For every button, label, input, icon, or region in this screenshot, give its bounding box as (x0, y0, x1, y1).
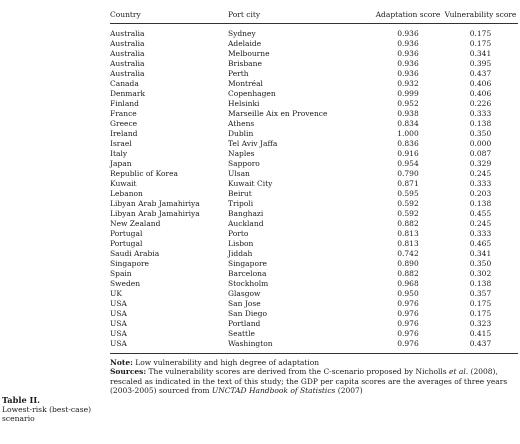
cell-vulnerability-score: 0.406 (469, 79, 492, 88)
table-row (110, 199, 518, 209)
cell-vulnerability-score: 0.395 (469, 59, 492, 68)
header-adaptation-score: Adaptation score (373, 0, 443, 24)
cell-port-city: San Diego (228, 309, 267, 318)
cell-country: Ireland (110, 129, 138, 138)
cell-vulnerability-score: 0.175 (469, 29, 492, 38)
data-table (110, 0, 518, 354)
cell-country: USA (110, 309, 127, 318)
cell-vulnerability-score: 0.245 (469, 219, 492, 228)
cell-adaptation-score: 0.834 (397, 119, 419, 128)
table-row (110, 129, 518, 139)
cell-country: Saudi Arabia (110, 249, 160, 258)
cell-adaptation-score: 0.592 (397, 199, 419, 208)
table-caption (2, 396, 106, 424)
cell-country: Finland (110, 99, 139, 108)
cell-adaptation-score: 0.976 (397, 299, 419, 308)
cell-country: USA (110, 339, 228, 354)
cell-country: Israel (110, 139, 132, 148)
cell-country: Italy (110, 149, 128, 158)
table-row (110, 119, 518, 129)
sources-text-1: The vulnerability scores are derived from the C-scenario proposed by Nicholls (146, 367, 450, 377)
cell-country: Australia (110, 59, 145, 68)
cell-port-city: Sapporo (228, 159, 260, 168)
table-row (110, 109, 518, 119)
cell-vulnerability-score: 0.226 (469, 99, 492, 108)
cell-adaptation-score: 0.890 (397, 259, 419, 268)
note-line (110, 358, 518, 367)
cell-port-city: Perth (228, 69, 249, 78)
table-row (110, 299, 518, 309)
cell-port-city: Naples (228, 149, 255, 158)
cell-vulnerability-score: 0.357 (469, 289, 492, 298)
cell-adaptation-score: 0.936 (397, 39, 419, 48)
cell-country: Spain (110, 269, 132, 278)
cell-port-city: Barcelona (228, 269, 267, 278)
sources-line (110, 367, 518, 395)
table-row (110, 259, 518, 269)
cell-adaptation-score: 0.813 (397, 229, 419, 238)
cell-port-city: Brisbane (228, 59, 262, 68)
cell-country: Republic of Korea (110, 169, 178, 178)
table-row (110, 49, 518, 59)
cell-country: Singapore (110, 259, 149, 268)
cell-vulnerability-score: 0.203 (469, 189, 492, 198)
sources-publication: UNCTAD Handbook of Statistics (211, 386, 336, 396)
cell-country: Canada (110, 79, 139, 88)
cell-adaptation-score: 0.936 (397, 59, 419, 68)
table-row (110, 179, 518, 189)
cell-country: Sweden (110, 279, 141, 288)
cell-country: USA (110, 329, 127, 338)
cell-adaptation-score: 0.976 (373, 339, 443, 354)
cell-adaptation-score: 0.952 (397, 99, 419, 108)
cell-vulnerability-score: 0.333 (469, 179, 492, 188)
cell-adaptation-score: 0.932 (397, 79, 419, 88)
cell-vulnerability-score: 0.087 (469, 149, 492, 158)
table-row (110, 99, 518, 109)
cell-vulnerability-score: 0.175 (469, 309, 492, 318)
cell-country: New Zealand (110, 219, 161, 228)
cell-port-city: Athens (228, 119, 255, 128)
cell-vulnerability-score: 0.333 (469, 109, 492, 118)
table-row (110, 139, 518, 149)
cell-port-city: Tel Aviv Jaffa (228, 139, 278, 148)
cell-port-city: Banghazi (228, 209, 264, 218)
cell-adaptation-score: 0.813 (397, 239, 419, 248)
table-number: Table II. (2, 395, 41, 405)
table-row (110, 89, 518, 99)
table-row (110, 24, 518, 40)
cell-vulnerability-score: 0.455 (469, 209, 492, 218)
note-label: Note: (110, 358, 133, 367)
cell-adaptation-score: 0.836 (397, 139, 419, 148)
cell-port-city: Glasgow (228, 289, 261, 298)
cell-vulnerability-score: 0.437 (443, 339, 518, 354)
cell-vulnerability-score: 0.350 (469, 129, 492, 138)
table-row (110, 79, 518, 89)
cell-adaptation-score: 0.916 (397, 149, 419, 158)
cell-country: Australia (110, 69, 145, 78)
cell-vulnerability-score: 0.415 (469, 329, 492, 338)
cell-port-city: Melbourne (228, 49, 270, 58)
cell-vulnerability-score: 0.138 (469, 119, 492, 128)
table-row (110, 329, 518, 339)
table-description: Lowest-risk (best-case) scenario (2, 405, 92, 424)
cell-port-city: Tripoli (228, 199, 254, 208)
cell-port-city: Beirut (228, 189, 252, 198)
cell-country: France (110, 109, 137, 118)
cell-adaptation-score: 0.936 (397, 69, 419, 78)
table-row (110, 149, 518, 159)
cell-country: Australia (110, 39, 145, 48)
sources-label: Sources: (110, 367, 147, 377)
cell-vulnerability-score: 0.333 (469, 229, 492, 238)
table-row (110, 309, 518, 319)
table-row (110, 229, 518, 239)
cell-adaptation-score: 0.882 (397, 269, 419, 278)
table-row (110, 249, 518, 259)
table-row (110, 219, 518, 229)
cell-adaptation-score: 0.790 (397, 169, 419, 178)
cell-country: Lebanon (110, 189, 143, 198)
cell-country: Greece (110, 119, 138, 128)
cell-adaptation-score: 0.976 (397, 329, 419, 338)
cell-port-city: Dublin (228, 129, 254, 138)
cell-adaptation-score: 0.936 (397, 29, 419, 38)
cell-vulnerability-score: 0.406 (469, 89, 492, 98)
table-row (110, 189, 518, 199)
cell-port-city: Helsinki (228, 99, 260, 108)
cell-country: Kuwait (110, 179, 137, 188)
cell-country: Libyan Arab Jamahiriya (110, 209, 200, 218)
table-row (110, 279, 518, 289)
cell-port-city: Porto (228, 229, 249, 238)
cell-country: Australia (110, 29, 145, 38)
cell-vulnerability-score: 0.323 (469, 319, 492, 328)
table-container (110, 0, 518, 396)
cell-country: USA (110, 319, 127, 328)
cell-adaptation-score: 0.595 (397, 189, 419, 198)
cell-country: Libyan Arab Jamahiriya (110, 199, 200, 208)
cell-country: Australia (110, 49, 145, 58)
table-row (110, 269, 518, 279)
table-row (110, 39, 518, 49)
cell-adaptation-score: 1.000 (397, 129, 419, 138)
header-country: Country (110, 0, 228, 24)
cell-port-city: Washington (228, 339, 373, 354)
header-vulnerability-score: Vulnerability score (443, 0, 518, 24)
cell-port-city: Marseille Aix en Provence (228, 109, 328, 118)
cell-port-city: Portland (228, 319, 261, 328)
cell-adaptation-score: 0.999 (397, 89, 419, 98)
table-row (110, 69, 518, 79)
cell-port-city: Jiddah (228, 249, 253, 258)
cell-country: Portugal (110, 239, 143, 248)
table-row (110, 169, 518, 179)
cell-vulnerability-score: 0.138 (469, 199, 492, 208)
cell-adaptation-score: 0.976 (397, 309, 419, 318)
cell-vulnerability-score: 0.329 (469, 159, 492, 168)
cell-port-city: Ulsan (228, 169, 250, 178)
table-row (110, 319, 518, 329)
table-row (110, 289, 518, 299)
cell-adaptation-score: 0.968 (397, 279, 419, 288)
note-text: Low vulnerability and high degree of adaptation (132, 358, 320, 367)
table-row (110, 209, 518, 219)
cell-port-city: Seattle (228, 329, 255, 338)
cell-adaptation-score: 0.742 (397, 249, 419, 258)
cell-adaptation-score: 0.950 (397, 289, 419, 298)
cell-port-city: Stockholm (228, 279, 269, 288)
cell-vulnerability-score: 0.175 (469, 39, 492, 48)
cell-adaptation-score: 0.954 (397, 159, 419, 168)
table-body (110, 24, 518, 354)
table-notes (110, 354, 518, 396)
cell-port-city: Lisbon (228, 239, 254, 248)
cell-port-city: Sydney (228, 29, 256, 38)
table-row (110, 239, 518, 249)
header-port-city: Port city (228, 0, 373, 24)
cell-port-city: Copenhagen (228, 89, 276, 98)
cell-country: Denmark (110, 89, 145, 98)
table-row (110, 59, 518, 69)
cell-adaptation-score: 0.882 (397, 219, 419, 228)
cell-vulnerability-score: 0.341 (469, 249, 492, 258)
cell-adaptation-score: 0.938 (397, 109, 419, 118)
cell-adaptation-score: 0.936 (397, 49, 419, 58)
table-row (110, 339, 518, 354)
cell-port-city: Kuwait City (228, 179, 273, 188)
sources-text-3: (2007) (335, 386, 363, 396)
cell-adaptation-score: 0.976 (397, 319, 419, 328)
cell-vulnerability-score: 0.465 (469, 239, 492, 248)
cell-vulnerability-score: 0.302 (469, 269, 492, 278)
sources-text-2: (2008), rescaled as indicated in the text of this study; the GDP per capita scores are the averages of three years (2003-2005) sourced from (110, 367, 508, 396)
cell-vulnerability-score: 0.341 (469, 49, 492, 58)
cell-vulnerability-score: 0.350 (469, 259, 492, 268)
cell-vulnerability-score: 0.437 (469, 69, 492, 78)
header-row (110, 0, 518, 24)
cell-country: Japan (110, 159, 132, 168)
cell-port-city: San Jose (228, 299, 261, 308)
cell-country: UK (110, 289, 122, 298)
cell-adaptation-score: 0.871 (397, 179, 419, 188)
table-row (110, 159, 518, 169)
cell-vulnerability-score: 0.000 (469, 139, 492, 148)
cell-port-city: Singapore (228, 259, 267, 268)
cell-port-city: Adelaide (228, 39, 262, 48)
cell-country: Portugal (110, 229, 143, 238)
cell-vulnerability-score: 0.245 (469, 169, 492, 178)
sources-et-al: et al. (449, 367, 469, 377)
cell-vulnerability-score: 0.138 (469, 279, 492, 288)
cell-country: USA (110, 299, 127, 308)
cell-port-city: Montréal (228, 79, 263, 88)
cell-vulnerability-score: 0.175 (469, 299, 492, 308)
cell-adaptation-score: 0.592 (397, 209, 419, 218)
cell-port-city: Auckland (228, 219, 264, 228)
